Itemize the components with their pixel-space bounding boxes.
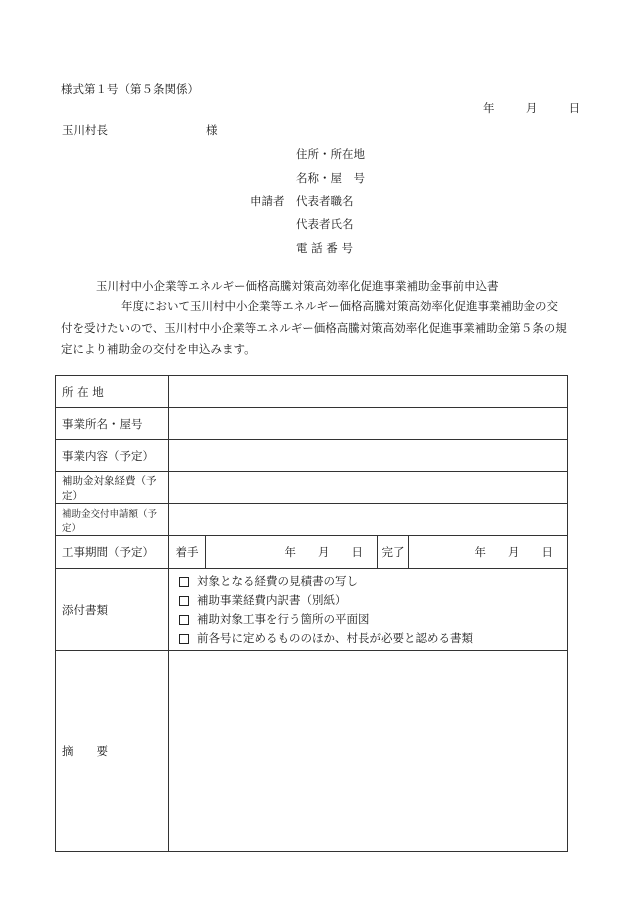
applicant-label: 申請者	[250, 194, 285, 208]
date-day: 日	[568, 101, 581, 115]
table-row	[56, 376, 568, 408]
addressee: 玉川村長	[62, 123, 108, 137]
row-label-grant-amount: 補助金交付申請額（予定）	[56, 504, 169, 536]
applicant-name: 名称・屋 号	[296, 171, 365, 185]
row-label-remarks: 摘 要	[56, 651, 169, 852]
date-month: 月	[525, 101, 538, 115]
attachment-item[interactable]	[179, 629, 557, 648]
row-label-location: 所 在 地	[56, 376, 169, 408]
form-number: 様式第１号（第５条関係）	[61, 82, 199, 96]
date-year: 年	[483, 101, 495, 115]
applicant-rep-name: 代表者氏名	[296, 217, 354, 231]
row-label-business-content: 事業内容（予定）	[56, 440, 169, 472]
attachments-list	[169, 569, 568, 651]
table-row	[56, 440, 568, 472]
table-row	[56, 472, 568, 504]
table-row	[56, 536, 568, 569]
attachment-text: 補助対象工事を行う箇所の平面図	[197, 611, 370, 626]
row-label-eligible-cost: 補助金対象経費（予定）	[56, 472, 169, 504]
table-row	[56, 504, 568, 536]
attachment-item[interactable]	[179, 591, 557, 610]
start-day: 日	[351, 545, 363, 559]
applicant-rep-title: 代表者職名	[296, 194, 354, 208]
end-day: 日	[541, 545, 553, 559]
business-name-field[interactable]	[169, 408, 568, 440]
honorific: 様	[206, 123, 218, 137]
start-month: 月	[318, 545, 330, 559]
period-cell	[169, 536, 568, 569]
document-title: 玉川村中小企業等エネルギー価格高騰対策高効率化促進事業補助金事前申込書	[96, 279, 499, 293]
checkbox-icon	[179, 577, 189, 587]
checkbox-icon	[179, 634, 189, 644]
applicant-phone: 電 話 番 号	[296, 241, 353, 255]
attachment-text: 補助事業経費内訳書（別紙）	[197, 592, 347, 607]
table-row	[56, 569, 568, 651]
location-field[interactable]	[169, 376, 568, 408]
row-label-attachments: 添付書類	[56, 569, 169, 651]
applicant-address: 住所・所在地	[296, 147, 365, 161]
date-line	[483, 100, 580, 116]
checkbox-icon	[179, 615, 189, 625]
application-table	[55, 375, 568, 852]
period-start-date[interactable]	[206, 536, 378, 568]
eligible-cost-field[interactable]	[169, 472, 568, 504]
end-month: 月	[508, 545, 520, 559]
table-row	[56, 408, 568, 440]
row-label-period: 工事期間（予定）	[56, 536, 169, 569]
remarks-field[interactable]	[169, 651, 568, 852]
end-year: 年	[474, 545, 486, 559]
attachment-text: 前各号に定めるもののほか、村長が必要と認める書類	[197, 630, 473, 645]
attachment-item[interactable]	[179, 610, 557, 629]
period-start-label: 着手	[169, 536, 206, 568]
start-year: 年	[284, 545, 296, 559]
business-content-field[interactable]	[169, 440, 568, 472]
document-body: 年度において玉川村中小企業等エネルギー価格高騰対策高効率化促進事業補助金の交付を受けたいので、玉川村中小企業等エネルギー価格高騰対策高効率化促進事業補助金第５条の規定により補助金の交付を申込みます。	[61, 299, 567, 356]
grant-amount-field[interactable]	[169, 504, 568, 536]
attachment-text: 対象となる経費の見積書の写し	[197, 573, 358, 588]
period-end-date[interactable]	[409, 536, 567, 568]
checkbox-icon	[179, 596, 189, 606]
period-end-label: 完了	[378, 536, 409, 568]
row-label-business-name: 事業所名・屋号	[56, 408, 169, 440]
table-row	[56, 651, 568, 852]
attachment-item[interactable]	[179, 572, 557, 591]
